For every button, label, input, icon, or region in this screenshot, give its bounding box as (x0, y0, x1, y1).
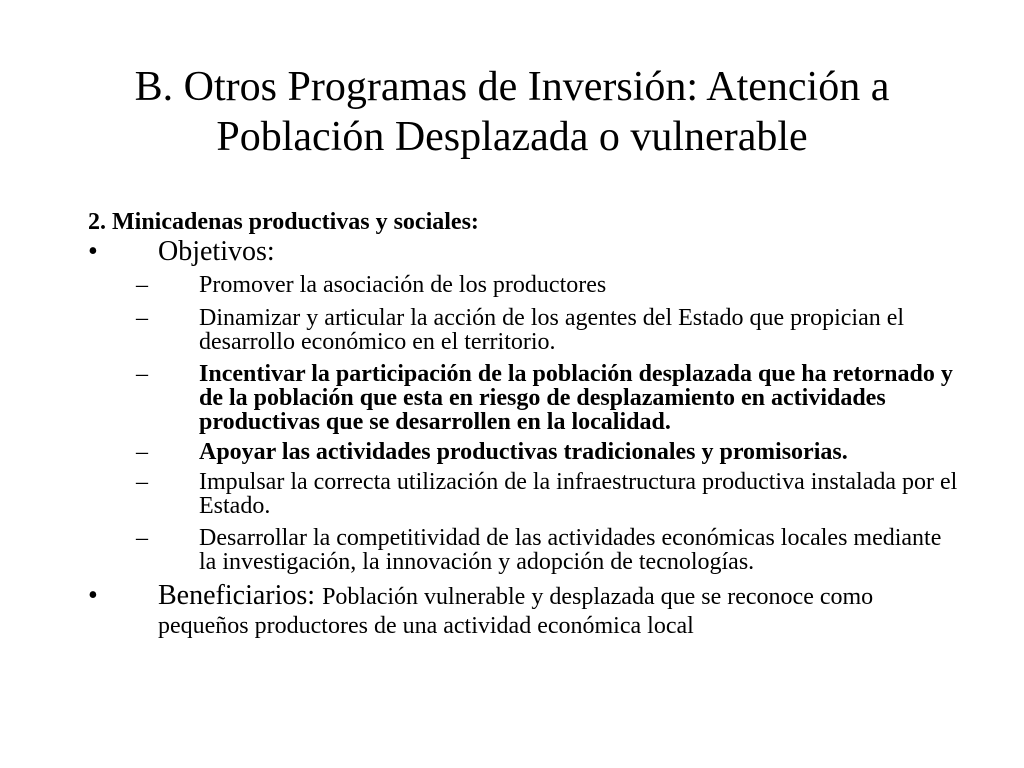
title-line-1: B. Otros Programas de Inversión: Atención a (134, 64, 890, 110)
title-line-2: Población Desplazada o vulnerable (216, 114, 808, 160)
objetivo-text: Dinamizar y articular la acción de los agentes del Estado que propician el desarrollo económico en el territorio. (199, 305, 905, 355)
dash-icon: – (136, 305, 148, 331)
beneficiarios-text (158, 582, 958, 640)
dash-icon: – (136, 439, 148, 465)
objetivo-text: Incentivar la participación de la población desplazada que ha retornado y de la población que esta en riesgo de desplazamiento en actividades productivas que se desarrollen en la localidad. (199, 361, 953, 435)
objetivo-text: Apoyar las actividades productivas tradicionales y promisorias. (199, 439, 848, 465)
objetivo-text: Desarrollar la competitividad de las actividades económicas locales mediante la investigación, la innovación y adopción de tecnologías. (199, 525, 942, 575)
dash-icon: – (136, 361, 148, 387)
bullet-objetivos (88, 238, 948, 270)
dash-icon: – (136, 525, 148, 551)
objetivo-text: Impulsar la correcta utilización de la infraestructura productiva instalada por el Estado. (199, 469, 958, 519)
dash-icon: – (136, 469, 148, 495)
bullet-icon: • (88, 236, 98, 267)
bullet-icon: • (88, 580, 98, 611)
objetivo-text: Promover la asociación de los productores (199, 272, 607, 298)
beneficiarios-description: Población vulnerable y desplazada que se reconoce como pequeños productores de una actividad económica local (158, 584, 874, 639)
slide-title (60, 62, 964, 162)
beneficiarios-label: Beneficiarios: (158, 580, 316, 611)
objetivos-label: Objetivos: (158, 236, 275, 267)
bullet-beneficiarios (88, 582, 948, 642)
dash-icon: – (136, 272, 148, 298)
section-heading: 2. Minicadenas productivas y sociales: (88, 209, 479, 235)
